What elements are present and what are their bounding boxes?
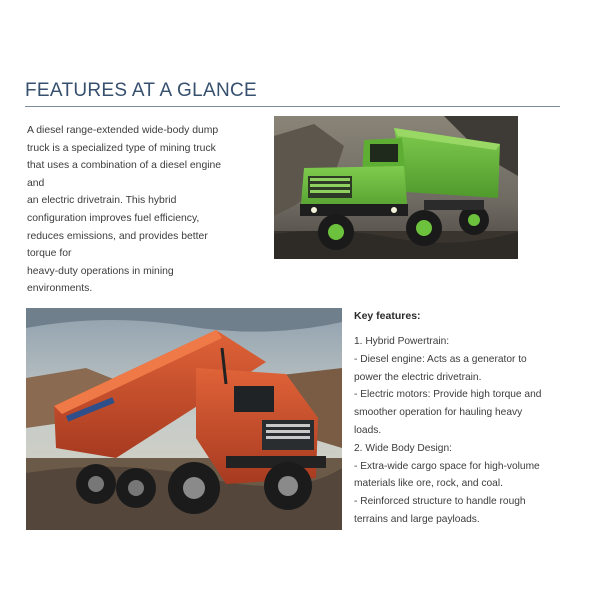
feature-line: smoother operation for hauling heavy [354,407,523,419]
feature-line: - Reinforced structure to handle rough [354,496,526,508]
red-truck-illustration [26,308,342,530]
feature-line: loads. [354,424,382,436]
intro-line: an electric drivetrain. This hybrid [27,195,177,207]
feature-line: - Extra-wide cargo space for high-volume [354,460,540,472]
intro-line: environments. [27,283,93,295]
red-truck-image [26,308,342,530]
intro-line: that uses a combination of a diesel engine [27,160,222,172]
intro-line: A diesel range-extended wide-body dump [27,125,219,136]
feature-line: - Diesel engine: Acts as a generator to [354,353,527,365]
feature-line: terrains and large payloads. [354,513,480,525]
title-divider [25,106,560,107]
green-truck-image [274,116,518,259]
page-title: FEATURES AT A GLANCE [25,80,257,101]
feature-line: 1. Hybrid Powertrain: [354,336,450,347]
intro-line: reduces emissions, and provides better [27,230,208,242]
feature-line: - Electric motors: Provide high torque and [354,389,542,401]
intro-line: truck is a specialized type of mining truck [27,142,216,154]
intro-line: torque for [27,248,72,260]
feature-line: 2. Wide Body Design: [354,442,452,454]
feature-line: materials like ore, rock, and coal. [354,478,503,490]
intro-line: and [27,177,45,189]
intro-line: configuration improves fuel efficiency, [27,212,200,224]
intro-line: heavy-duty operations in mining [27,265,174,277]
intro-paragraph [27,122,257,298]
key-features-heading: Key features: [354,310,421,322]
key-features-section [354,309,574,529]
feature-line: power the electric drivetrain. [354,371,482,383]
green-truck-illustration [274,116,518,259]
